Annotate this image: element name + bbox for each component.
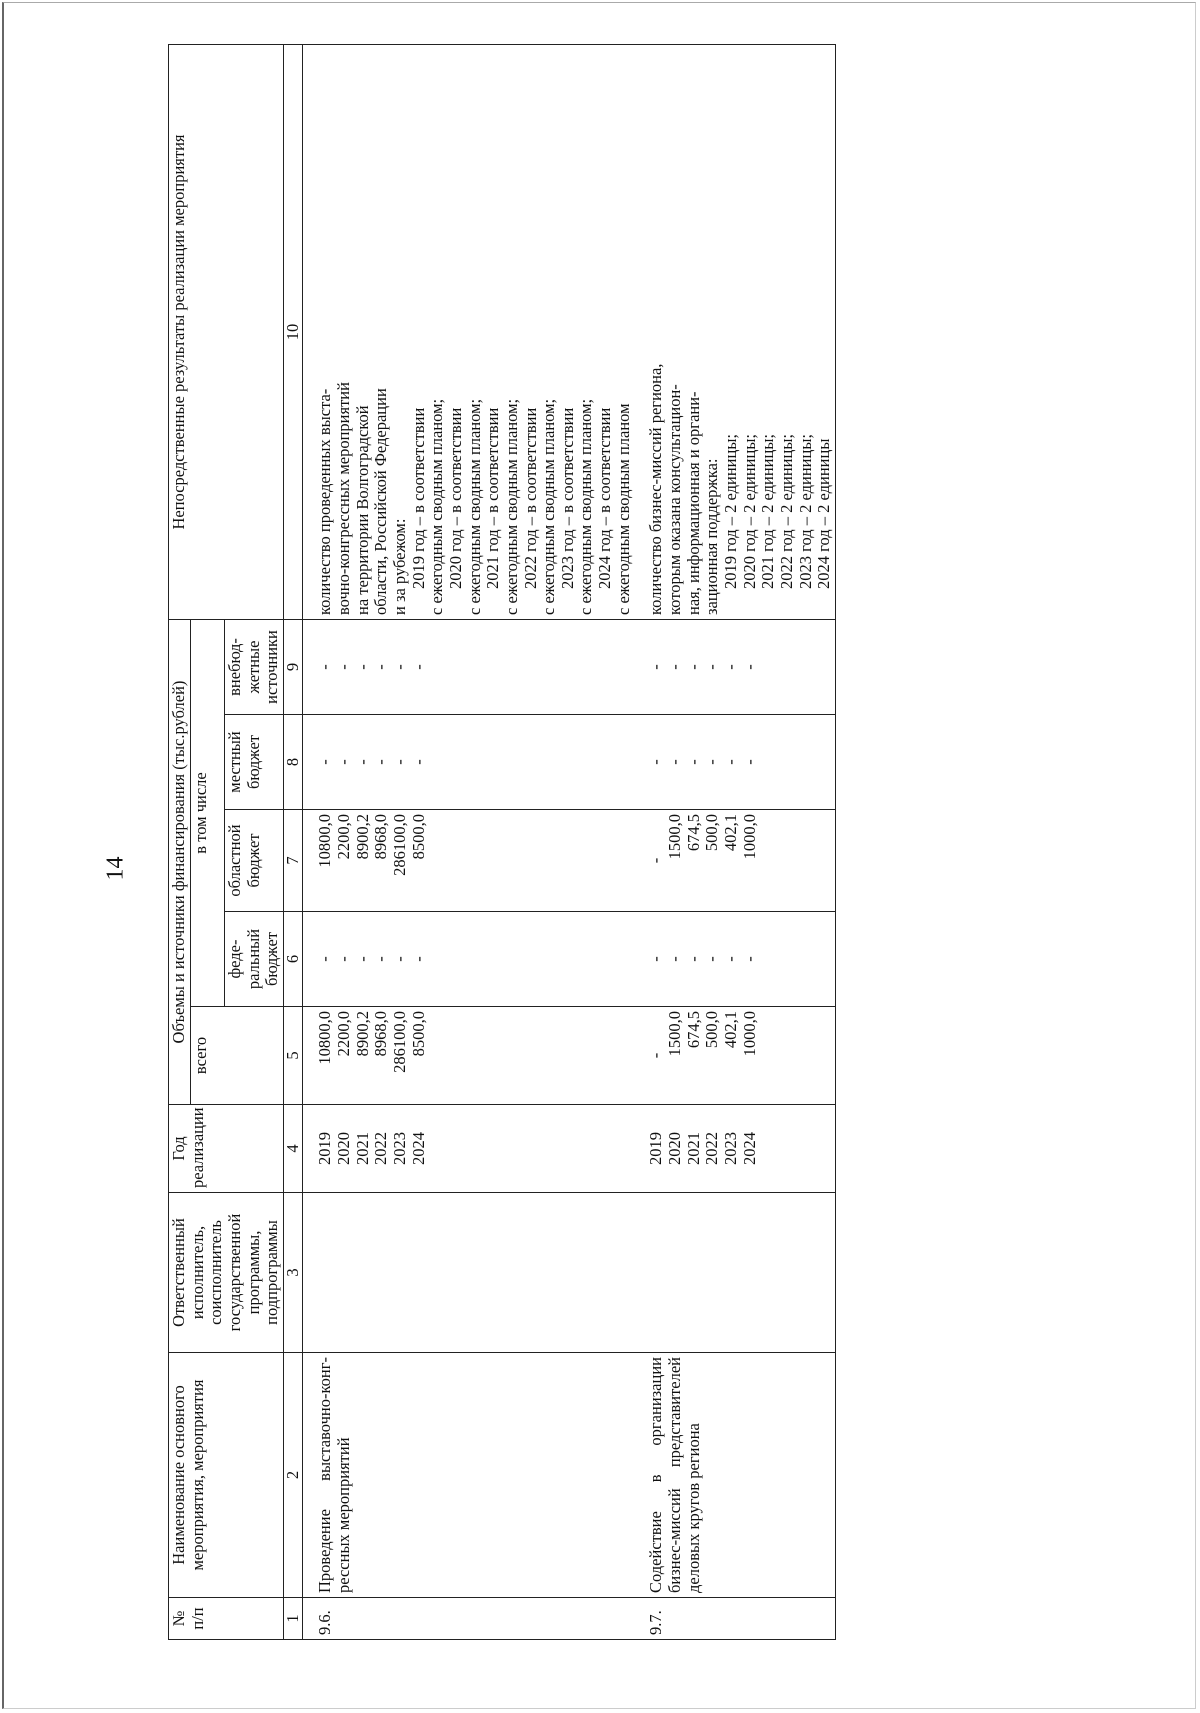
local-cell: - [315,759,335,765]
regional-cell: 286100,0 [390,814,410,876]
year-cell: 2019 [315,1132,335,1165]
local-cell: - [665,759,685,765]
header-extrabudget: внебюд-жетные источники [224,620,283,715]
result-line: с ежегодным сводным планом; [464,398,484,615]
row-name-line: деловых кругов региона [683,1423,703,1593]
local-cell: - [371,759,391,765]
total-cell: 500,0 [702,1011,722,1049]
header-including: в том числе [190,620,224,1007]
result-line: 2024 год – в соответствии [595,407,615,589]
result-line: 2022 год – в соответствии [520,407,540,589]
result-line: 2024 год – 2 единицы [814,438,834,589]
total-cell: 674,5 [683,1011,703,1049]
year-cell: 2022 [371,1132,391,1165]
regional-cell: 674,5 [683,814,703,852]
year-cell: 2019 [646,1132,666,1165]
result-line: зационная поддержка: [702,458,722,615]
header-results: Непосредственные результаты реализации мероприятия [169,45,284,620]
regional-cell: 1000,0 [739,814,759,860]
result-line: области, Российской Федерации [371,388,391,615]
header-num: № п/п [169,1598,284,1640]
year-cell: 2023 [390,1132,410,1165]
extra-cell: - [702,664,722,670]
local-cell: - [390,759,410,765]
result-line: и за рубежом: [390,518,410,615]
federal-cell: - [390,956,410,962]
table-row [646,45,835,1640]
extra-cell: - [334,664,354,670]
result-line: с ежегодным сводным планом; [539,398,559,615]
result-line: 2020 год – в соответствии [445,407,465,589]
result-line: 2019 год – 2 единицы; [720,433,740,589]
row-name [646,1353,835,1598]
extra-cell: - [646,664,666,670]
row-federal [646,912,835,1007]
row-federal [315,912,634,1007]
page-number: 14 [102,856,129,881]
federal-cell: - [702,956,722,962]
total-cell: - [646,1052,666,1059]
total-cell: 286100,0 [390,1011,410,1073]
federal-cell: - [352,956,372,962]
federal-cell: - [334,956,354,962]
federal-cell: - [646,956,666,962]
extra-cell: - [720,664,740,670]
row-total [315,1007,634,1105]
local-cell: - [702,759,722,765]
rotated-sheet [168,45,1028,1640]
row-number: 9.6. [315,1598,634,1640]
header-year: Год реализации [169,1105,284,1193]
year-cell: 2024 [408,1132,428,1165]
result-line: ная, информационная и органи- [683,391,703,615]
extra-cell: - [315,664,335,670]
federal-cell: - [315,956,335,962]
row-local [315,715,634,810]
federal-cell: - [683,956,703,962]
result-line: которым оказана консультацион- [665,384,685,615]
row-name-line: бизнес-миссий представителей [665,1357,685,1593]
total-cell: 402,1 [720,1011,740,1049]
regional-cell: 8500,0 [408,814,428,860]
column-number: 8 [283,715,303,810]
federal-cell: - [739,956,759,962]
row-name-line: рессных мероприятий [334,1437,354,1593]
regional-cell: 1500,0 [665,814,685,860]
total-cell: 8500,0 [408,1011,428,1057]
regional-cell: 500,0 [702,814,722,852]
row-results [315,45,634,620]
local-cell: - [720,759,740,765]
year-cell: 2023 [720,1132,740,1165]
row-extrabudget [315,620,634,715]
year-cell: 2024 [739,1132,759,1165]
total-cell: 8900,2 [352,1011,372,1057]
local-cell: - [683,759,703,765]
regional-cell: - [646,857,666,864]
header-funding: Объемы и источники финансирования (тыс.рублей) [169,620,191,1105]
result-line: 2019 год – в соответствии [408,407,428,589]
header-name: Наименование основного мероприятия, мероприятия [169,1353,284,1598]
result-line: 2023 год – в соответствии [557,407,577,589]
row-extrabudget [646,620,835,715]
year-cell: 2022 [702,1132,722,1165]
year-cell: 2020 [334,1132,354,1165]
row-executor [646,1193,835,1353]
row-regional [315,810,634,912]
result-line: 2021 год – в соответствии [483,407,503,589]
regional-cell: 8900,2 [352,814,372,860]
result-line: с ежегодным сводным планом [613,403,633,615]
federal-cell: - [408,956,428,962]
result-line: количество бизнес-миссий региона, [646,363,666,615]
federal-cell: - [720,956,740,962]
row-number: 9.7. [646,1598,835,1640]
funding-table [168,44,836,1640]
row-years [646,1105,835,1193]
year-cell: 2021 [683,1132,703,1165]
extra-cell: - [739,664,759,670]
row-total [646,1007,835,1105]
column-number: 1 [283,1598,303,1640]
year-cell: 2020 [665,1132,685,1165]
total-cell: 10800,0 [315,1011,335,1065]
column-number: 5 [283,1007,303,1105]
column-number: 3 [283,1193,303,1353]
extra-cell: - [408,664,428,670]
local-cell: - [352,759,372,765]
row-results [646,45,835,620]
year-cell: 2021 [352,1132,372,1165]
header-total: всего [190,1007,283,1105]
result-line: с ежегодным сводным планом; [427,398,447,615]
row-local [646,715,835,810]
extra-cell: - [665,664,685,670]
result-line: с ежегодным сводным планом; [501,398,521,615]
extra-cell: - [683,664,703,670]
result-line: с ежегодным сводным планом; [576,398,596,615]
header-federal: феде-ральный бюджет [224,912,283,1007]
regional-cell: 8968,0 [371,814,391,860]
result-line: количество проведенных выста- [315,388,335,615]
result-line: 2023 год – 2 единицы; [795,433,815,589]
result-line: вочно-конгрессных мероприятий [334,382,354,615]
regional-cell: 10800,0 [315,814,335,868]
column-number: 7 [283,810,303,912]
total-cell: 2200,0 [334,1011,354,1057]
column-number: 9 [283,620,303,715]
row-years [315,1105,634,1193]
header-executor: Ответственный исполнитель, соисполнитель государственной программы, подпрограммы [169,1193,284,1353]
column-number: 4 [283,1105,303,1193]
extra-cell: - [352,664,372,670]
column-number: 10 [283,45,303,620]
row-regional [646,810,835,912]
header-local: местный бюджет [224,715,283,810]
row-name [315,1353,634,1598]
extra-cell: - [371,664,391,670]
federal-cell: - [665,956,685,962]
column-number: 2 [283,1353,303,1598]
federal-cell: - [371,956,391,962]
extra-cell: - [390,664,410,670]
regional-cell: 402,1 [720,814,740,852]
local-cell: - [408,759,428,765]
table-row [315,45,634,1640]
total-cell: 1500,0 [665,1011,685,1057]
column-number: 6 [283,912,303,1007]
total-cell: 1000,0 [739,1011,759,1057]
result-line: 2020 год – 2 единицы; [739,433,759,589]
result-line: на территории Волгоградской [352,405,372,615]
row-name-line: Содействие в организации [646,1357,666,1593]
total-cell: 8968,0 [371,1011,391,1057]
row-executor [315,1193,634,1353]
local-cell: - [646,759,666,765]
result-line: 2021 год – 2 единицы; [758,433,778,589]
row-name-line: Проведение выставочно-конг- [315,1357,335,1593]
local-cell: - [334,759,354,765]
header-regional: областной бюджет [224,810,283,912]
regional-cell: 2200,0 [334,814,354,860]
result-line: 2022 год – 2 единицы; [776,433,796,589]
local-cell: - [739,759,759,765]
